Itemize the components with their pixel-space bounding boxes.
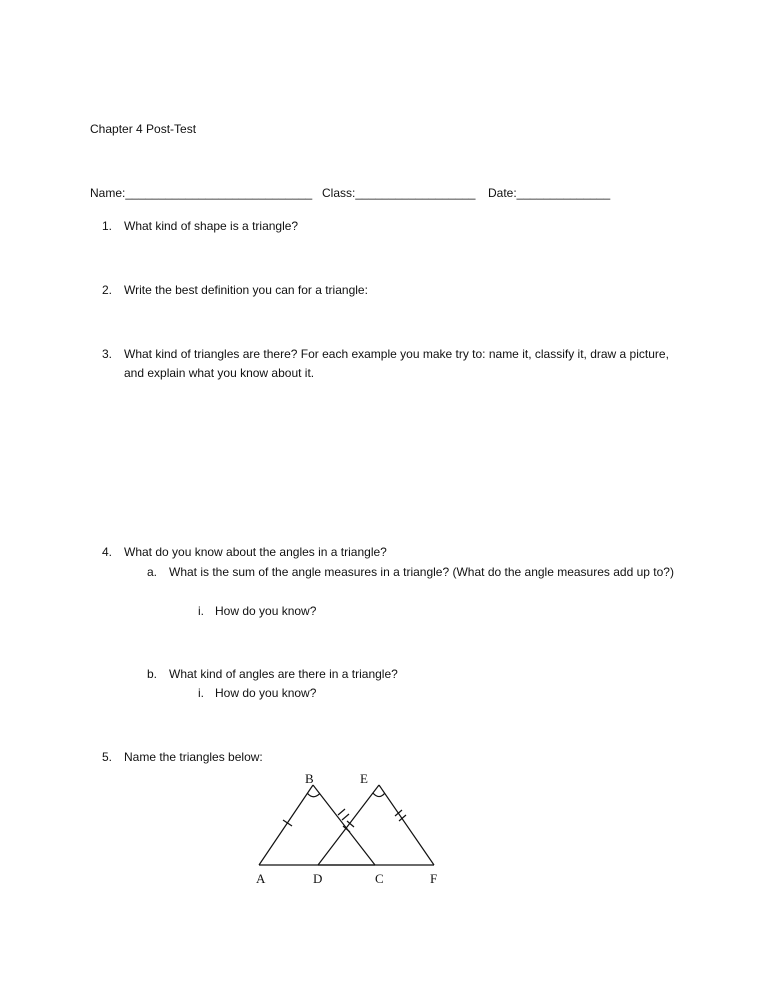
- tick-mark-ef-1: [395, 810, 402, 816]
- vertex-label-e: E: [360, 771, 368, 786]
- subquestion-4a-i-text: How do you know?: [215, 604, 317, 618]
- tick-mark-bc-1: [338, 809, 345, 815]
- subquestion-4b-text: What kind of angles are there in a triangle?: [169, 667, 398, 681]
- page-title: Chapter 4 Post-Test: [90, 122, 197, 136]
- segment-de: [318, 785, 379, 865]
- tick-mark-bc-2: [342, 814, 349, 820]
- question-number: 5.: [102, 750, 113, 764]
- question-number: 1.: [102, 219, 113, 233]
- question-number: 2.: [102, 283, 113, 297]
- triangles-figure: [248, 768, 448, 896]
- subquestion-4b-i-text: How do you know?: [215, 686, 317, 700]
- subquestion-letter: a.: [147, 565, 158, 579]
- subquestion-letter: b.: [147, 667, 158, 681]
- question-text: What kind of triangles are there? For each example you make try to: name it, classify it, draw a picture, and explain what you know about it.: [124, 347, 669, 380]
- tick-mark-ab: [283, 820, 292, 826]
- question-text: What do you know about the angles in a triangle?: [124, 545, 387, 559]
- subquestion-roman: i.: [198, 604, 204, 618]
- vertex-label-a: A: [256, 871, 266, 886]
- vertex-label-f: F: [430, 871, 438, 886]
- segment-ef: [379, 785, 434, 865]
- question-number: 3.: [102, 347, 113, 361]
- vertex-label-d: D: [313, 871, 323, 886]
- subquestion-roman: i.: [198, 686, 204, 700]
- angle-arc-b: [307, 793, 319, 796]
- question-number: 4.: [102, 545, 113, 559]
- question-text: Name the triangles below:: [124, 750, 263, 764]
- name-field[interactable]: Name:____________________________: [90, 186, 313, 200]
- triangles-diagram: [248, 768, 448, 890]
- segment-bc: [313, 785, 375, 865]
- class-field[interactable]: Class:__________________: [322, 186, 476, 200]
- vertex-label-b: B: [305, 771, 314, 786]
- subquestion-4a-text: What is the sum of the angle measures in a triangle? (What do the angle measures add up to?): [169, 565, 674, 579]
- segment-ab: [259, 785, 313, 865]
- date-field[interactable]: Date:______________: [488, 186, 611, 200]
- question-text: What kind of shape is a triangle?: [124, 219, 299, 233]
- vertex-label-c: C: [375, 871, 384, 886]
- angle-arc-e: [373, 793, 385, 797]
- question-text: Write the best definition you can for a triangle:: [124, 283, 368, 297]
